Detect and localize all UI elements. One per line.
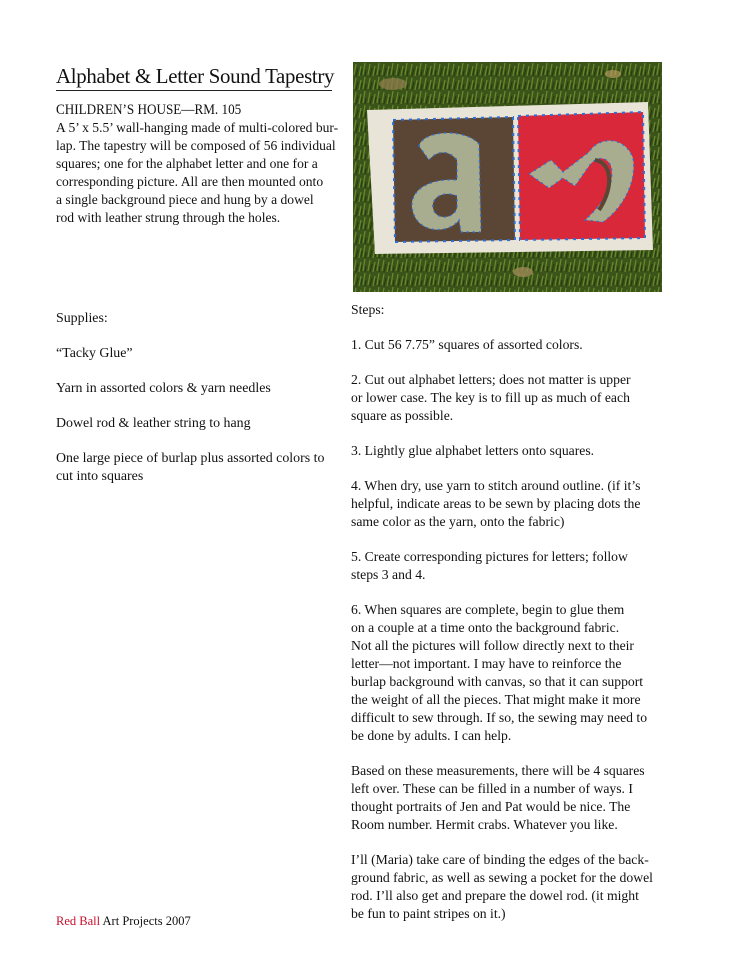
step-line: Room number. Hermit crabs. Whatever you like. [351,818,618,833]
step-line: ground fabric, as well as sewing a pocket for the dowel [351,871,653,886]
supply-item: Dowel rod & leather string to hang [56,416,251,431]
footer-brand: Red Ball [56,914,101,928]
step-line: I’ll (Maria) take care of binding the edges of the back- [351,853,649,868]
room-subheading: CHILDREN’S HOUSE—RM. 105 [56,102,242,118]
steps-list [351,302,653,924]
step-line: 5. Create corresponding pictures for letters; follow [351,550,628,565]
step-line: same color as the yarn, onto the fabric) [351,515,565,530]
step-line: be done by adults. I can help. [351,729,512,744]
intro-line: rod with leather strung through the holes. [56,211,281,226]
intro-line: squares; one for the alphabet letter and one for a [56,157,318,172]
step-line: steps 3 and 4. [351,568,426,583]
tapestry-photo [353,62,662,292]
supply-item: cut into squares [56,469,144,484]
step-line: 6. When squares are complete, begin to glue them [351,603,625,618]
step-line: the weight of all the pieces. That might make it more [351,693,641,708]
step-line: rod. I’ll also get and prepare the dowel rod. (it might [351,889,639,904]
supply-item: One large piece of burlap plus assorted colors to [56,451,325,466]
step-line: on a couple at a time onto the background fabric. [351,621,620,636]
intro-line: A 5’ x 5.5’ wall-hanging made of multi-colored bur- [56,121,339,136]
step-line: 1. Cut 56 7.75” squares of assorted colors. [351,338,583,353]
step-line: burlap background with canvas, so that it can support [351,675,644,690]
step-line: or lower case. The key is to fill up as much of each [351,391,630,406]
step-line: be fun to paint stripes on it.) [351,907,506,922]
step-line: square as possible. [351,409,454,424]
supply-item: Yarn in assorted colors & yarn needles [56,381,271,396]
page-title: Alphabet & Letter Sound Tapestry [56,62,332,91]
step-line: helpful, indicate areas to be sewn by placing dots the [351,497,641,512]
step-line: Based on these measurements, there will be 4 squares [351,764,645,779]
footer [56,913,191,929]
intro-line: a single background piece and hung by a dowel [56,193,314,208]
step-line: Not all the pictures will follow directly next to their [351,639,634,654]
step-line: thought portraits of Jen and Pat would be nice. The [351,800,631,815]
step-line: 2. Cut out alphabet letters; does not matter is upper [351,373,631,388]
step-line: left over. These can be filled in a number of ways. I [351,782,633,797]
steps-heading: Steps: [351,303,385,318]
supplies-list [56,310,324,486]
supply-item: “Tacky Glue” [56,346,133,361]
step-line: 3. Lightly glue alphabet letters onto squares. [351,444,595,459]
intro-paragraph [56,120,338,228]
step-line: difficult to sew through. If so, the sewing may need to [351,711,648,726]
intro-line: corresponding picture. All are then mounted onto [56,175,324,190]
step-line: 4. When dry, use yarn to stitch around outline. (if it’s [351,479,641,494]
footer-text: Art Projects 2007 [100,914,191,928]
step-line: letter—not important. I may have to reinforce the [351,657,622,672]
supplies-heading: Supplies: [56,311,108,326]
intro-line: lap. The tapestry will be composed of 56 individual [56,139,336,154]
